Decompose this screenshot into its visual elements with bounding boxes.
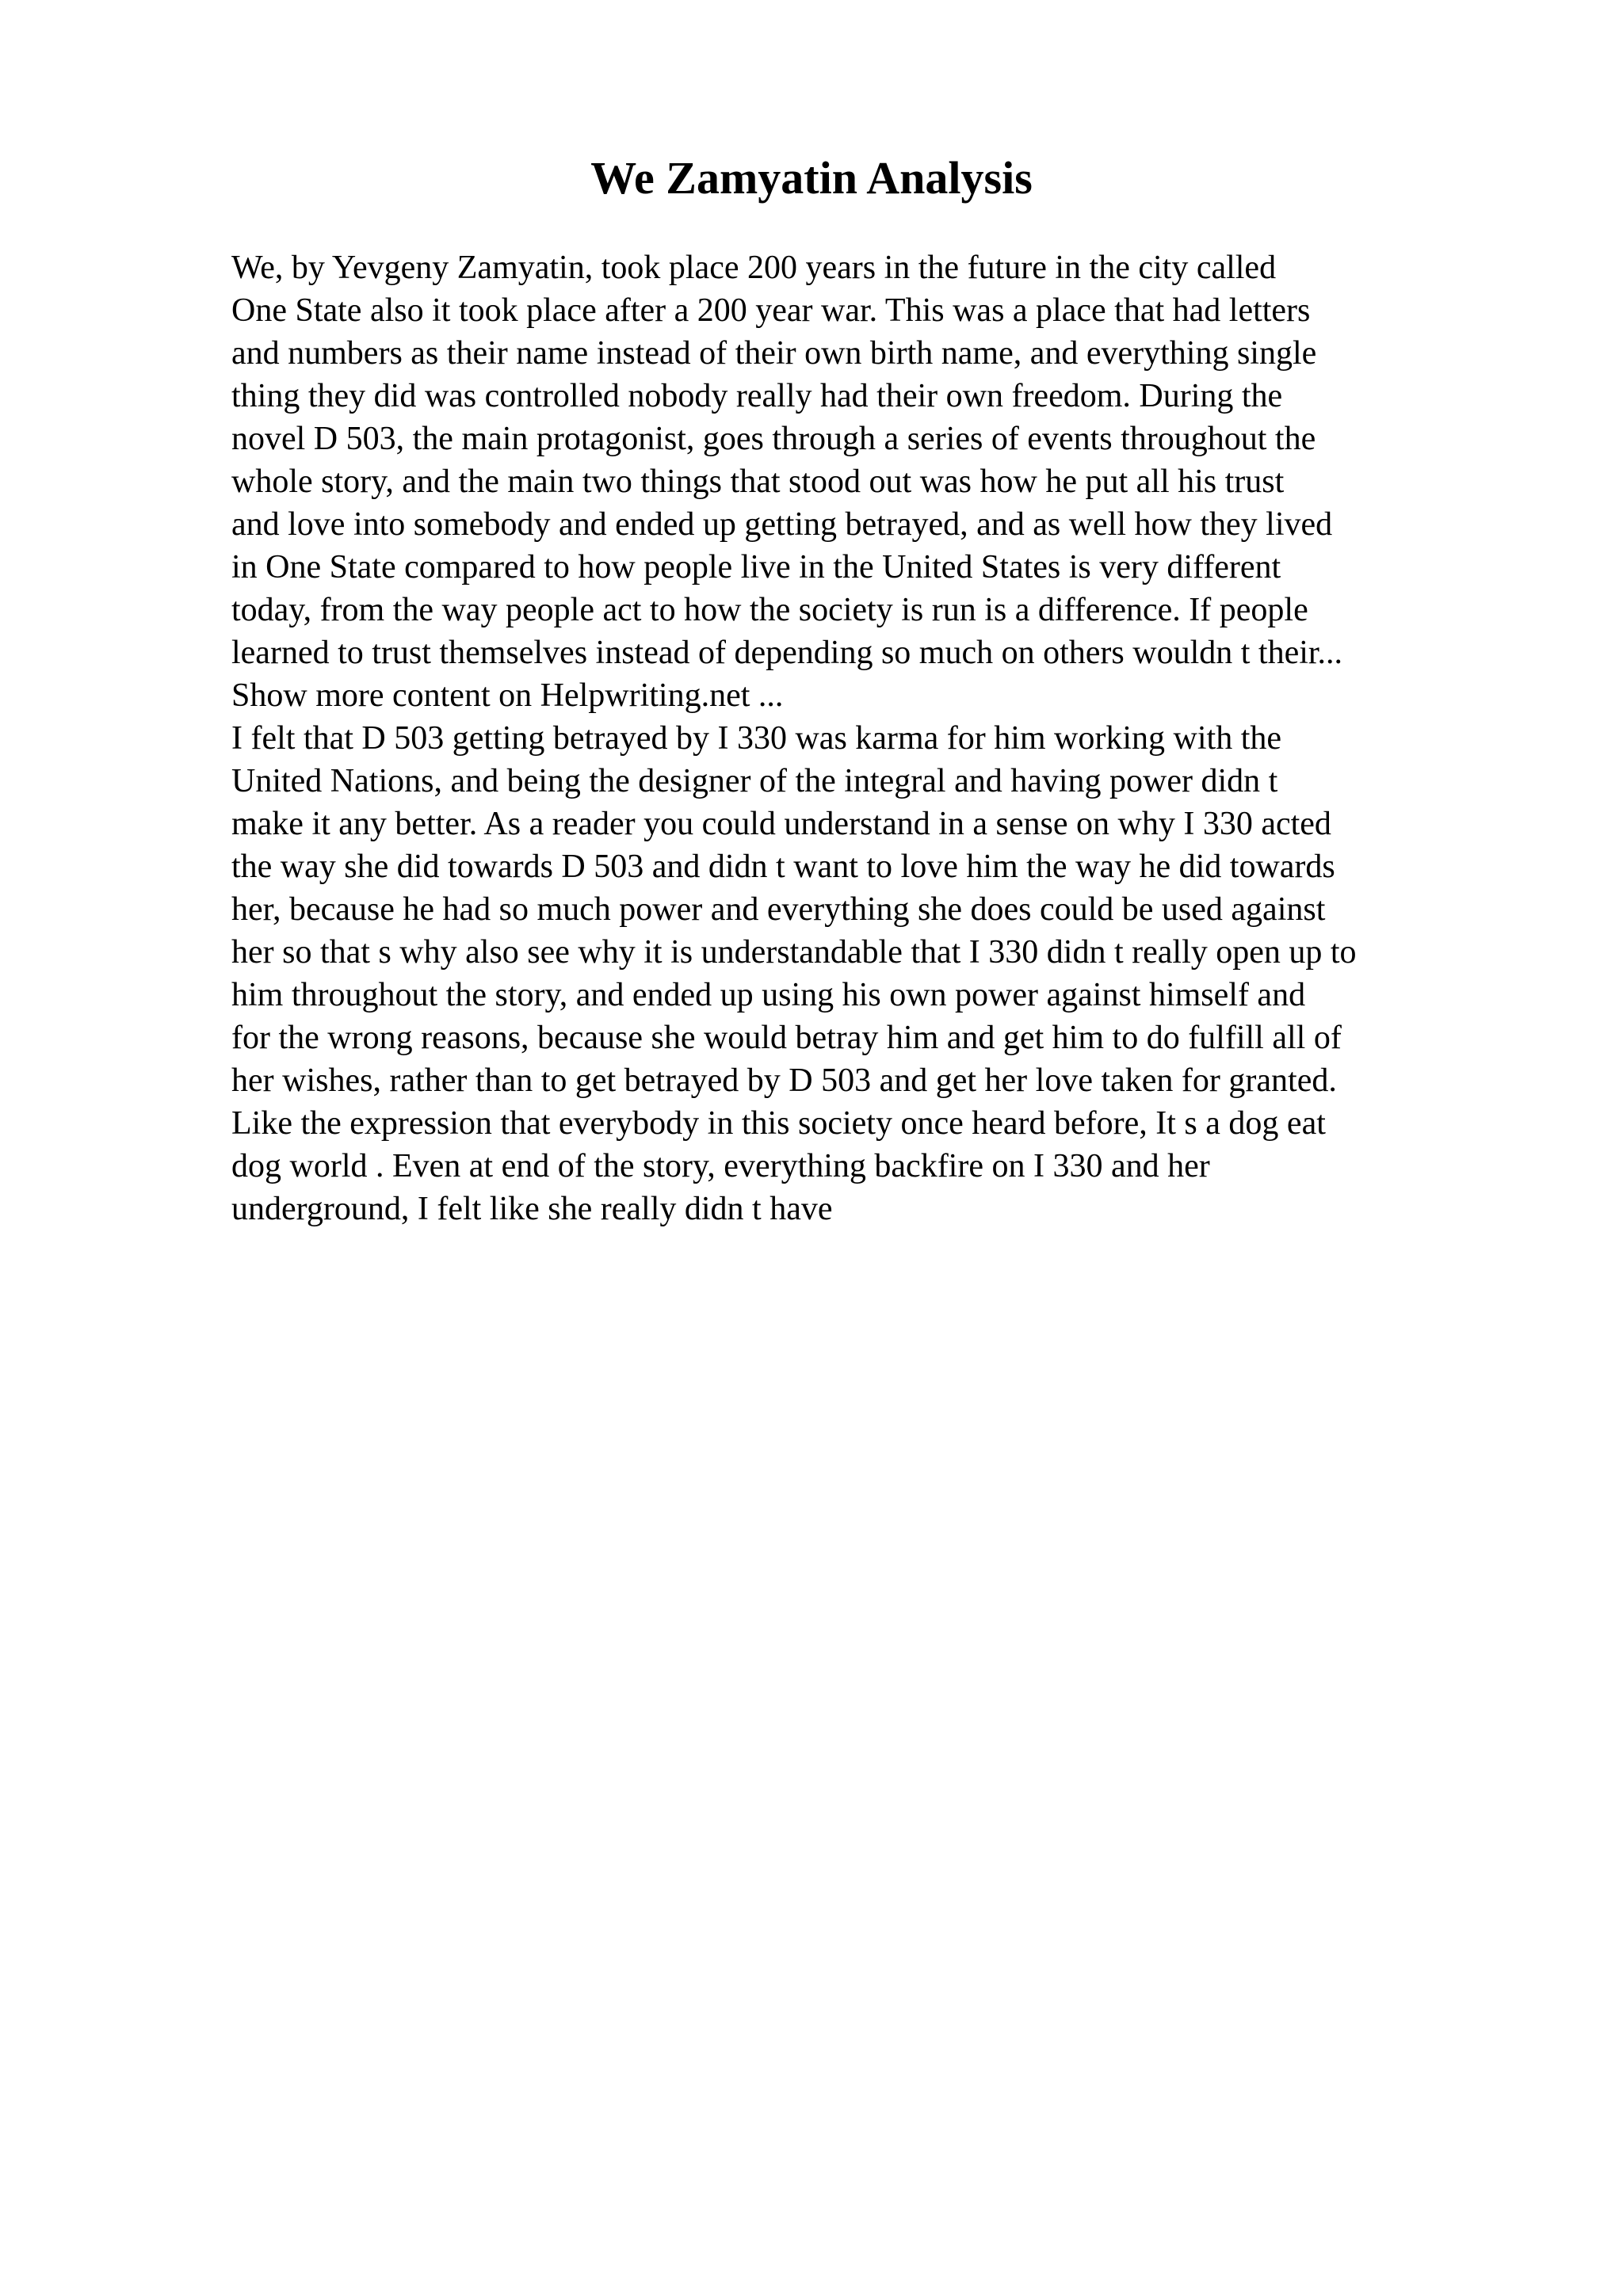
- text-line: and love into somebody and ended up getting betrayed, and as well how they lived: [231, 506, 1333, 543]
- text-line: make it any better. As a reader you could understand in a sense on why I 330 acted: [231, 806, 1331, 842]
- text-line: and numbers as their name instead of their own birth name, and everything single: [231, 335, 1317, 372]
- text-line: United Nations, and being the designer of the integral and having power didn t: [231, 763, 1278, 799]
- text-line: the way she did towards D 503 and didn t want to love him the way he did towards: [231, 849, 1335, 885]
- text-line: her so that s why also see why it is understandable that I 330 didn t really open up to: [231, 934, 1357, 971]
- text-line: learned to trust themselves instead of depending so much on others wouldn t their...: [231, 635, 1343, 671]
- text-line: I felt that D 503 getting betrayed by I 330 was karma for him working with the: [231, 720, 1282, 757]
- text-line: underground, I felt like she really didn t have: [231, 1191, 833, 1227]
- text-line: One State also it took place after a 200 year war. This was a place that had letters: [231, 292, 1311, 329]
- essay-body: [231, 246, 1499, 1230]
- text-line: Like the expression that everybody in this society once heard before, It s a dog eat: [231, 1105, 1326, 1142]
- text-line: novel D 503, the main protagonist, goes through a series of events throughout the: [231, 421, 1316, 457]
- text-line: her, because he had so much power and everything she does could be used against: [231, 891, 1326, 928]
- text-line: today, from the way people act to how the society is run is a difference. If people: [231, 592, 1308, 628]
- text-line: dog world . Even at end of the story, everything backfire on I 330 and her: [231, 1148, 1210, 1184]
- text-line: thing they did was controlled nobody really had their own freedom. During the: [231, 378, 1283, 414]
- text-line: in One State compared to how people live in the United States is very different: [231, 549, 1281, 585]
- text-line: him throughout the story, and ended up using his own power against himself and: [231, 977, 1306, 1013]
- text-line: for the wrong reasons, because she would betray him and get him to do fulfill all of: [231, 1020, 1342, 1056]
- text-line: her wishes, rather than to get betrayed by D 503 and get her love taken for granted.: [231, 1062, 1337, 1099]
- page-title: We Zamyatin Analysis: [590, 152, 1033, 204]
- text-line: We, by Yevgeny Zamyatin, took place 200 years in the future in the city called: [231, 250, 1277, 286]
- text-line: whole story, and the main two things that stood out was how he put all his trust: [231, 463, 1285, 500]
- show-more-line: Show more content on Helpwriting.net ...: [231, 677, 784, 714]
